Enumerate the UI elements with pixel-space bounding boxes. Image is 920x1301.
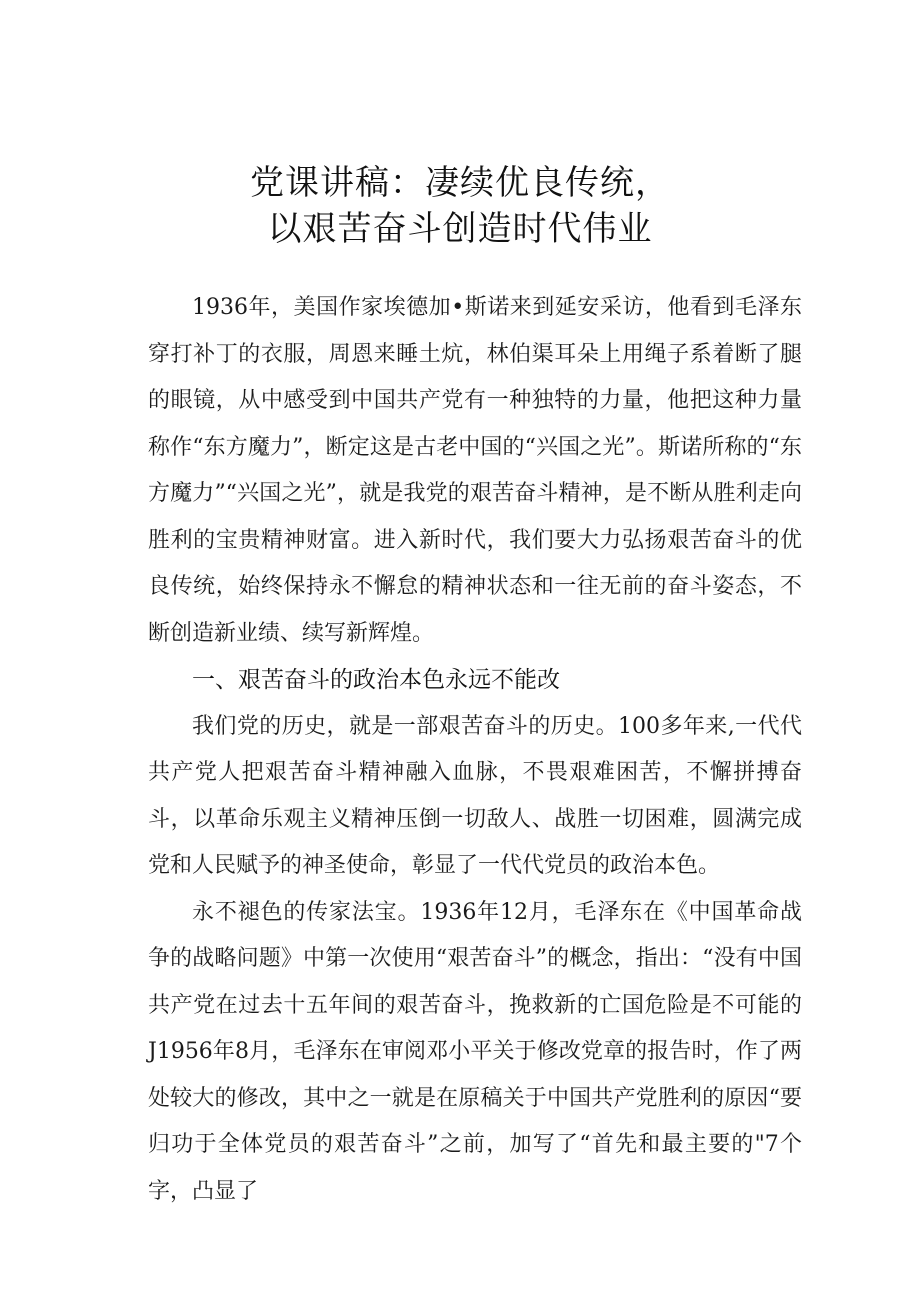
document-title	[0, 160, 920, 252]
document-body	[148, 285, 802, 1215]
paragraph-intro: 1936年，美国作家埃德加•斯诺来到延安采访，他看到毛泽东穿打补丁的衣服，周恩来睡土炕，林伯渠耳朵上用绳子系着断了腿的眼镜，从中感受到中国共产党有一种独特的力量，他把这种力量称作“东方魔力”，断定这是古老中国的“兴国之光”。斯诺所称的“东方魔力”“兴国之光”，就是我党的艰苦奋斗精神，是不断从胜利走向胜利的宝贵精神财富。进入新时代，我们要大力弘扬艰苦奋斗的优良传统，始终保持永不懈怠的精神状态和一往无前的奋斗姿态，不断创造新业绩、续写新辉煌。	[148, 295, 802, 646]
title-line-2: 以艰苦奋斗创造时代伟业	[267, 209, 653, 249]
paragraph-heirloom: 永不褪色的传家法宝。1936年12月，毛泽东在《中国革命战争的战略问题》中第一次使用“艰苦奋斗”的概念，指出：“没有中国共产党在过去十五年间的艰苦奋斗，挽救新的亡国危险是不可能的J1956年8月，毛泽东在审阅邓小平关于修改党章的报告时，作了两处较大的修改，其中之一就是在原稿关于中国共产党胜利的原因“要归功于全体党员的艰苦奋斗”之前，加写了“首先和最主要的"7个字，凸显了	[148, 899, 802, 1204]
title-line-1: 党课讲稿：凄续优良传统，	[250, 163, 670, 203]
paragraph-history: 我们党的历史，就是一部艰苦奋斗的历史。100多年来,一代代共产党人把艰苦奋斗精神融入血脉，不畏艰难困苦，不懈拼搏奋斗，以革命乐观主义精神压倒一切敌人、战胜一切困难，圆满完成党和人民赋予的神圣使命，彰显了一代代党员的政治本色。	[148, 713, 802, 878]
section-heading-1: 一、艰苦奋斗的政治本色永远不能改	[192, 667, 560, 693]
